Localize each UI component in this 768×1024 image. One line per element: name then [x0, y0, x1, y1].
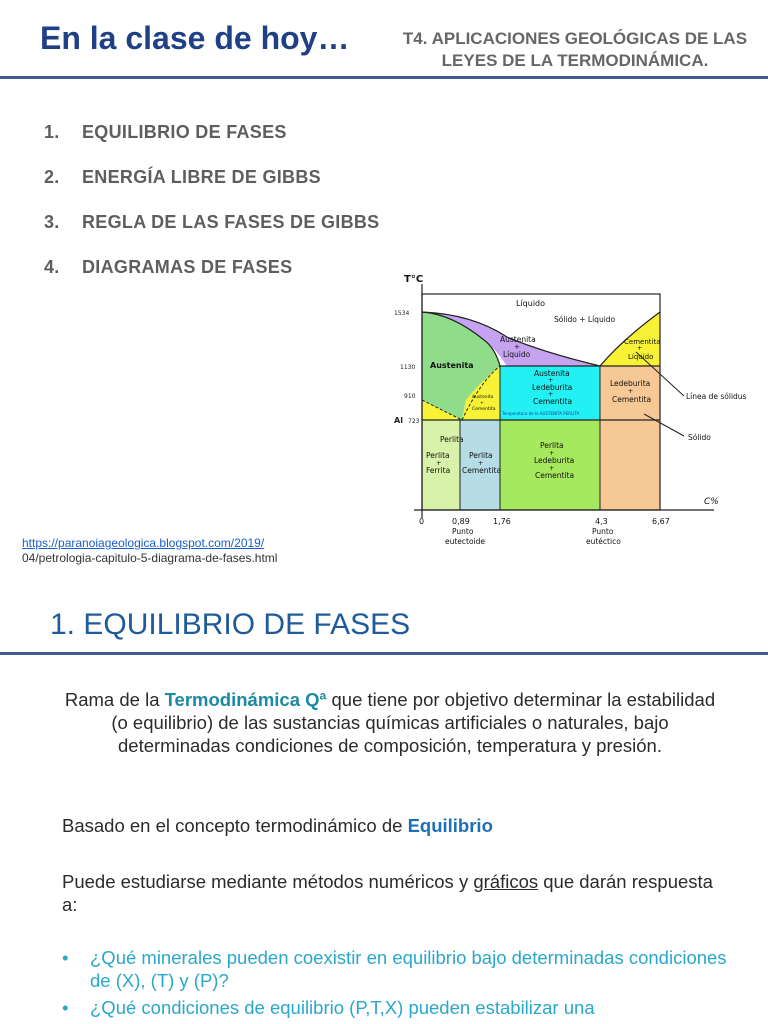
label-perlita: Perlita [440, 435, 464, 444]
label-liquido: Líquido [516, 299, 546, 308]
x-tick-label: 4,3 [595, 517, 608, 526]
y-tick-label: 1534 [394, 310, 410, 317]
puede-paragraph [62, 870, 722, 916]
puede-underlined: gráficos [473, 871, 539, 892]
agenda-number: 2. [44, 167, 60, 187]
callout-linea-solidus: Línea de sólidus [686, 392, 747, 401]
intro-emphasis: Termodinámica Qª [164, 689, 327, 710]
label-cementita-liquido: Cementita [624, 338, 661, 346]
slide-subtitle [390, 28, 760, 72]
label-perl-ledeb-cem: Cementita [535, 471, 575, 480]
y-tick-label: 1130 [400, 364, 416, 371]
eutectic-note: Punto [592, 527, 614, 536]
x-tick-label: 6,67 [652, 517, 670, 526]
label-aus-ledeb-cem: Austenita [534, 369, 570, 378]
label-austenita-liquido: Austenita [500, 335, 536, 344]
label-aus-ledeb-cem: + [548, 390, 554, 398]
subtitle-line-2: LEYES DE LA TERMODINÁMICA. [441, 51, 709, 70]
label-austenita-liquido: Líquido [503, 350, 531, 359]
label-ledeb-cem: + [628, 387, 634, 395]
eutectoid-note: eutectoide [445, 537, 486, 546]
agenda-number: 3. [44, 212, 60, 232]
intro-post: que tiene por objetivo determinar la estabilidad (o equilibrio) de las sustancias químicas artificiales o naturales, bajo determinadas condiciones de composición, temperatura y presión. [111, 689, 716, 756]
label-ledeb-cem: Cementita [612, 395, 652, 404]
label-temperature-note: Temperatura de la AUSTENITA PERLITA [502, 411, 580, 416]
agenda-item [44, 122, 379, 167]
x-tick-label: 0,89 [452, 517, 470, 526]
label-austenita-liquido: + [514, 343, 520, 351]
agenda-number: 4. [44, 257, 60, 277]
source-reference [22, 536, 277, 566]
intro-pre: Rama de la [64, 689, 165, 710]
label-solido-liquido: Sólido + Líquido [554, 315, 616, 324]
label-aus-cem: + [480, 401, 484, 406]
x-axis-title: C% [704, 497, 719, 507]
header-divider [0, 76, 768, 79]
basado-paragraph [62, 815, 493, 837]
agenda-item [44, 212, 379, 257]
label-perlita-ferrita: Perlita [426, 451, 450, 460]
eutectoid-note: Punto [452, 527, 474, 536]
label-aus-ledeb-cem: Ledeburita [532, 383, 573, 392]
question-list [62, 946, 742, 1023]
label-perl-ledeb-cem: Ledeburita [534, 456, 575, 465]
y-tick-prefix: Al [394, 416, 403, 425]
agenda-label: DIAGRAMAS DE FASES [82, 257, 293, 277]
label-aus-cem: Cementita [472, 407, 496, 412]
question-item: • ¿Qué minerales pueden coexistir en equilibrio bajo determinadas condiciones de (X), (T) y (P)? [62, 946, 742, 992]
region-peach-lower [600, 420, 660, 510]
y-axis-title: T°C [404, 274, 424, 285]
source-link[interactable]: https://paranoiageologica.blogspot.com/2019/ [22, 536, 265, 550]
y-tick-label: 723 [408, 418, 420, 425]
section-divider [0, 652, 768, 655]
label-cementita-liquido: Líquido [628, 353, 654, 361]
phase-diagram [392, 270, 766, 556]
label-perlita-ferrita: + [436, 459, 442, 467]
basado-emphasis: Equilibrio [407, 815, 493, 836]
agenda-label: ENERGÍA LIBRE DE GIBBS [82, 167, 321, 187]
agenda-label: REGLA DE LAS FASES DE GIBBS [82, 212, 380, 232]
question-item: • ¿Qué condiciones de equilibrio (P,T,X) pueden estabilizar una [62, 996, 742, 1019]
source-link-rest: 04/petrologia-capitulo-5-diagrama-de-fases.html [22, 551, 278, 565]
label-aus-ledeb-cem: Cementita [533, 397, 573, 406]
label-perl-ledeb-cem: Perlita [540, 441, 564, 450]
label-perlita-ferrita: Ferrita [426, 466, 451, 475]
puede-pre: Puede estudiarse mediante métodos numéricos y [62, 871, 474, 892]
section-title: 1. EQUILIBRIO DE FASES [50, 608, 411, 641]
intro-paragraph [62, 688, 718, 757]
agenda-item [44, 257, 379, 302]
basado-pre: Basado en el concepto termodinámico de [62, 815, 408, 836]
callout-solido: Sólido [688, 433, 711, 442]
agenda-number: 1. [44, 122, 60, 142]
label-ledeb-cem: Ledeburita [610, 379, 651, 388]
label-cementita-liquido: + [637, 344, 643, 352]
slide-title: En la clase de hoy… [40, 20, 350, 56]
y-tick-label: 910 [404, 393, 416, 400]
agenda-item [44, 167, 379, 212]
puede-post: que darán respuesta a: [62, 871, 713, 915]
eutectic-note: eutéctico [586, 537, 621, 546]
agenda-list [44, 122, 379, 302]
x-tick-label: 1,76 [493, 517, 511, 526]
label-aus-cem: Austenita [472, 395, 494, 400]
x-tick-label: 0 [419, 517, 425, 526]
label-perlita-cementita: + [478, 459, 484, 467]
subtitle-line-1: T4. APLICACIONES GEOLÓGICAS DE LAS [402, 29, 748, 48]
label-austenita: Austenita [430, 361, 474, 370]
label-perlita-cementita: Perlita [469, 451, 493, 460]
label-perlita-cementita: Cementita [462, 466, 502, 475]
agenda-label: EQUILIBRIO DE FASES [82, 122, 287, 142]
label-perl-ledeb-cem: + [549, 464, 555, 472]
label-aus-ledeb-cem: + [548, 376, 554, 384]
label-perl-ledeb-cem: + [549, 449, 555, 457]
